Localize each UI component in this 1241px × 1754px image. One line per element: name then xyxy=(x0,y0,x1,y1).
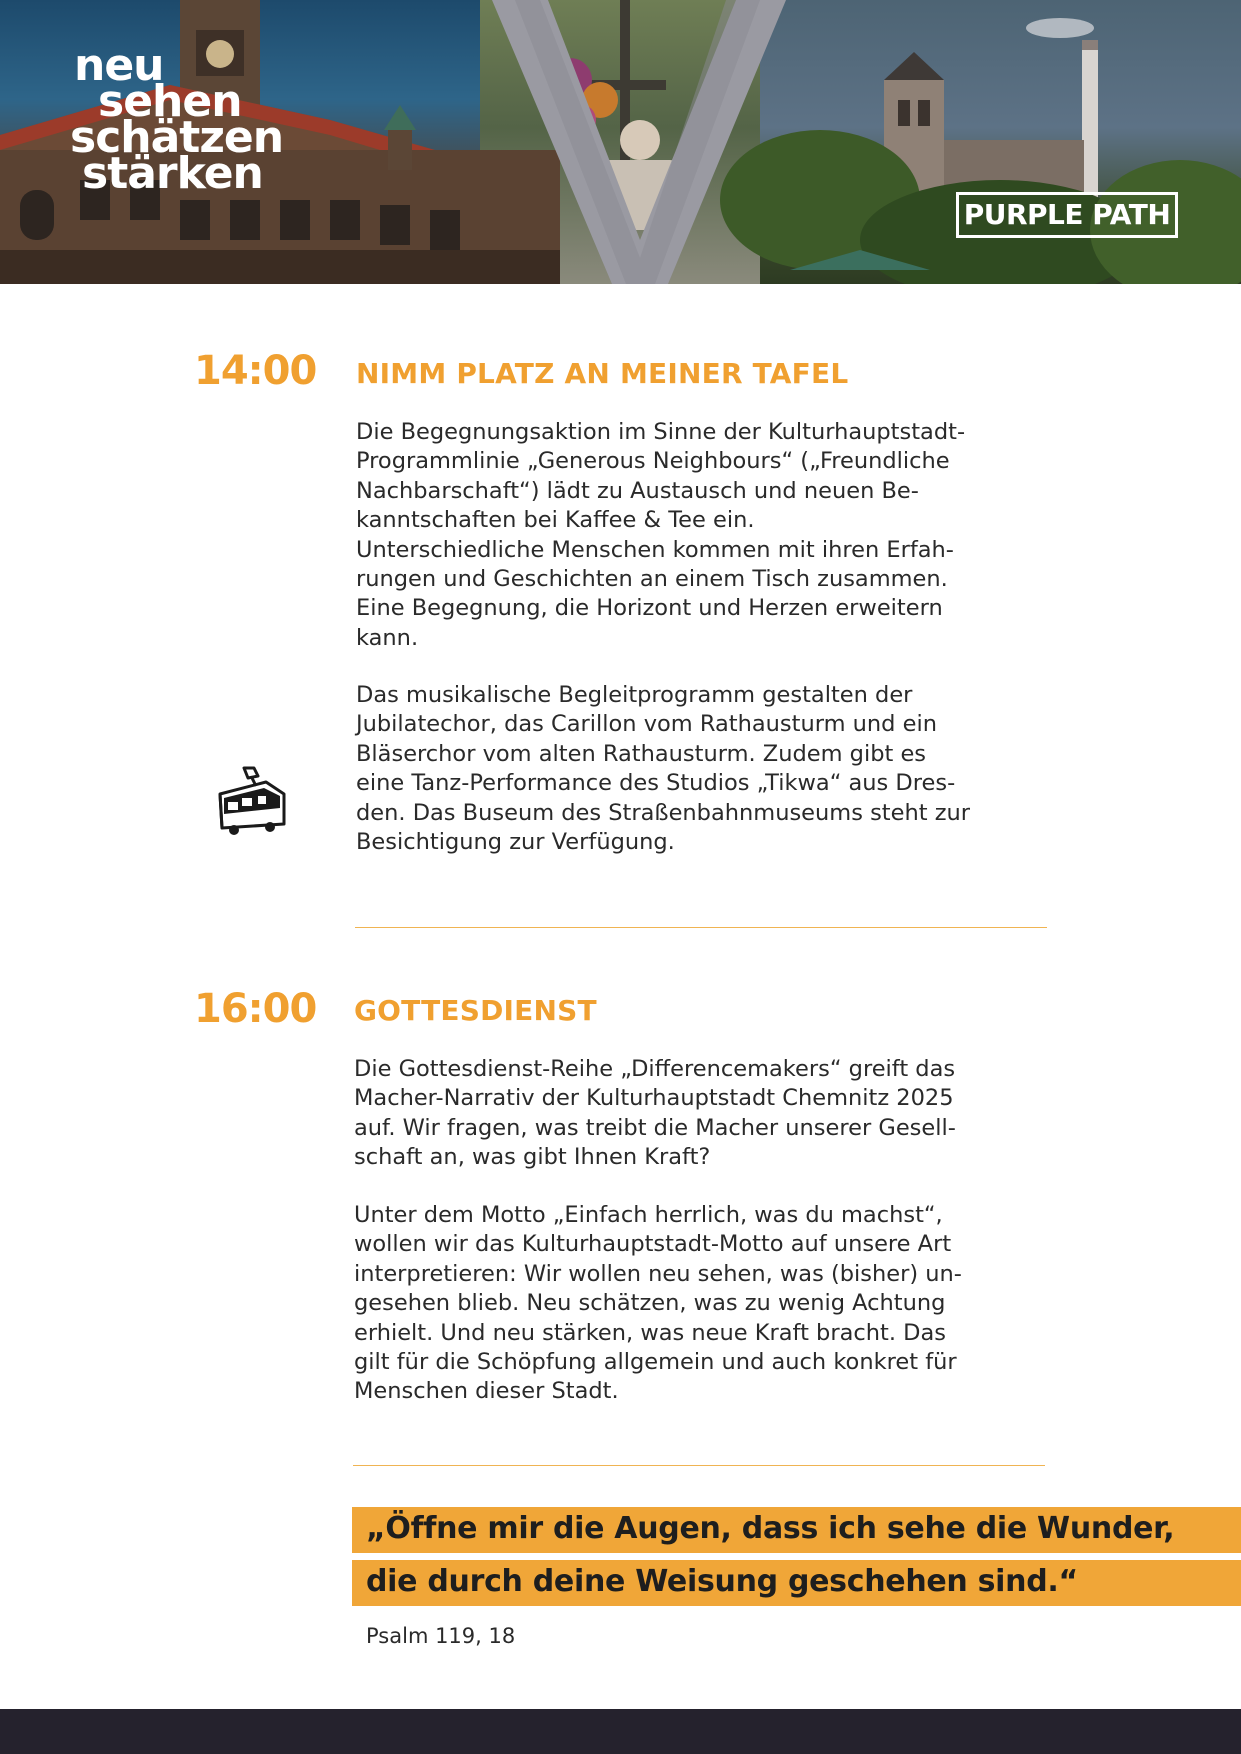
event-time: 14:00 xyxy=(194,348,317,394)
brand-line-schaetzen: schätzen xyxy=(70,112,284,163)
quote-line: die durch deine Weisung geschehen sind.“ xyxy=(366,1564,1078,1599)
event-title: GOTTESDIENST xyxy=(354,994,597,1027)
header-banner xyxy=(0,0,1241,284)
text-line: Eine Begegnung, die Horizont und Herzen erweitern xyxy=(356,595,943,622)
text-line: rungen und Geschichten an einem Tisch zusammen. xyxy=(356,566,948,593)
event-description-paragraph xyxy=(356,681,1056,857)
section-divider xyxy=(355,927,1047,928)
brand-line-neu: neu xyxy=(74,40,164,91)
text-line: Das musikalische Begleitprogramm gestalten der xyxy=(356,682,913,708)
text-line: Unter dem Motto „Einfach herrlich, was du machst“, xyxy=(354,1202,943,1228)
text-line: gesehen blieb. Neu schätzen, was zu wenig Achtung xyxy=(354,1290,946,1317)
tram-icon xyxy=(214,764,290,840)
text-line: Besichtigung zur Verfügung. xyxy=(356,829,675,856)
text-line: Macher-Narrativ der Kulturhauptstadt Chemnitz 2025 xyxy=(354,1085,954,1112)
quote-source: Psalm 119, 18 xyxy=(366,1624,516,1648)
text-line: Programmlinie „Generous Neighbours“ („Freundliche xyxy=(356,448,950,475)
text-line: Jubilatechor, das Carillon vom Rathausturm und ein xyxy=(356,711,937,738)
text-line: gilt für die Schöpfung allgemein und auch konkret für xyxy=(354,1349,957,1376)
text-line: Die Begegnungsaktion im Sinne der Kulturhauptstadt- xyxy=(356,419,966,445)
text-line: interpretieren: Wir wollen neu sehen, was (bisher) un- xyxy=(354,1260,962,1287)
text-line: Unterschiedliche Menschen kommen mit ihren Erfah- xyxy=(356,536,954,563)
brand-line-staerken: stärken xyxy=(82,148,263,199)
text-line: Nachbarschaft“) lädt zu Austausch und neuen Be- xyxy=(356,477,919,504)
event-title: NIMM PLATZ AN MEINER TAFEL xyxy=(356,357,849,390)
text-line: Die Gottesdienst-Reihe „Differencemakers“ greift das xyxy=(354,1056,956,1082)
text-line: kanntschaften bei Kaffee & Tee ein. xyxy=(356,507,755,534)
text-line: wollen wir das Kulturhauptstadt-Motto auf unsere Art xyxy=(354,1231,952,1258)
text-line: schaft an, was gibt Ihnen Kraft? xyxy=(354,1144,711,1171)
text-line: auf. Wir fragen, was treibt die Macher unserer Gesell- xyxy=(354,1114,956,1141)
brand-wordmark xyxy=(68,40,284,199)
section-divider xyxy=(353,1465,1045,1466)
purple-path-logo: PURPLE PATH xyxy=(956,192,1178,238)
event-description-paragraph xyxy=(356,418,1056,653)
brand-line-sehen: sehen xyxy=(98,76,242,127)
text-line: eine Tanz-Performance des Studios „Tikwa“ aus Dres- xyxy=(356,770,956,797)
text-line: Bläserchor vom alten Rathausturm. Zudem gibt es xyxy=(356,740,927,767)
text-line: kann. xyxy=(356,624,419,651)
text-line: Menschen dieser Stadt. xyxy=(354,1378,619,1405)
castle-church-silhouette xyxy=(720,18,1241,284)
event-time: 16:00 xyxy=(194,986,317,1032)
event-description-paragraph xyxy=(354,1055,1054,1173)
footer-bar xyxy=(0,1709,1241,1754)
text-line: den. Das Buseum des Straßenbahnmuseums steht zur xyxy=(356,799,971,826)
text-line: erhielt. Und neu stärken, was neue Kraft bracht. Das xyxy=(354,1319,946,1346)
event-description-paragraph xyxy=(354,1201,1054,1407)
quote-line: „Öffne mir die Augen, dass ich sehe die Wunder, xyxy=(366,1511,1175,1546)
